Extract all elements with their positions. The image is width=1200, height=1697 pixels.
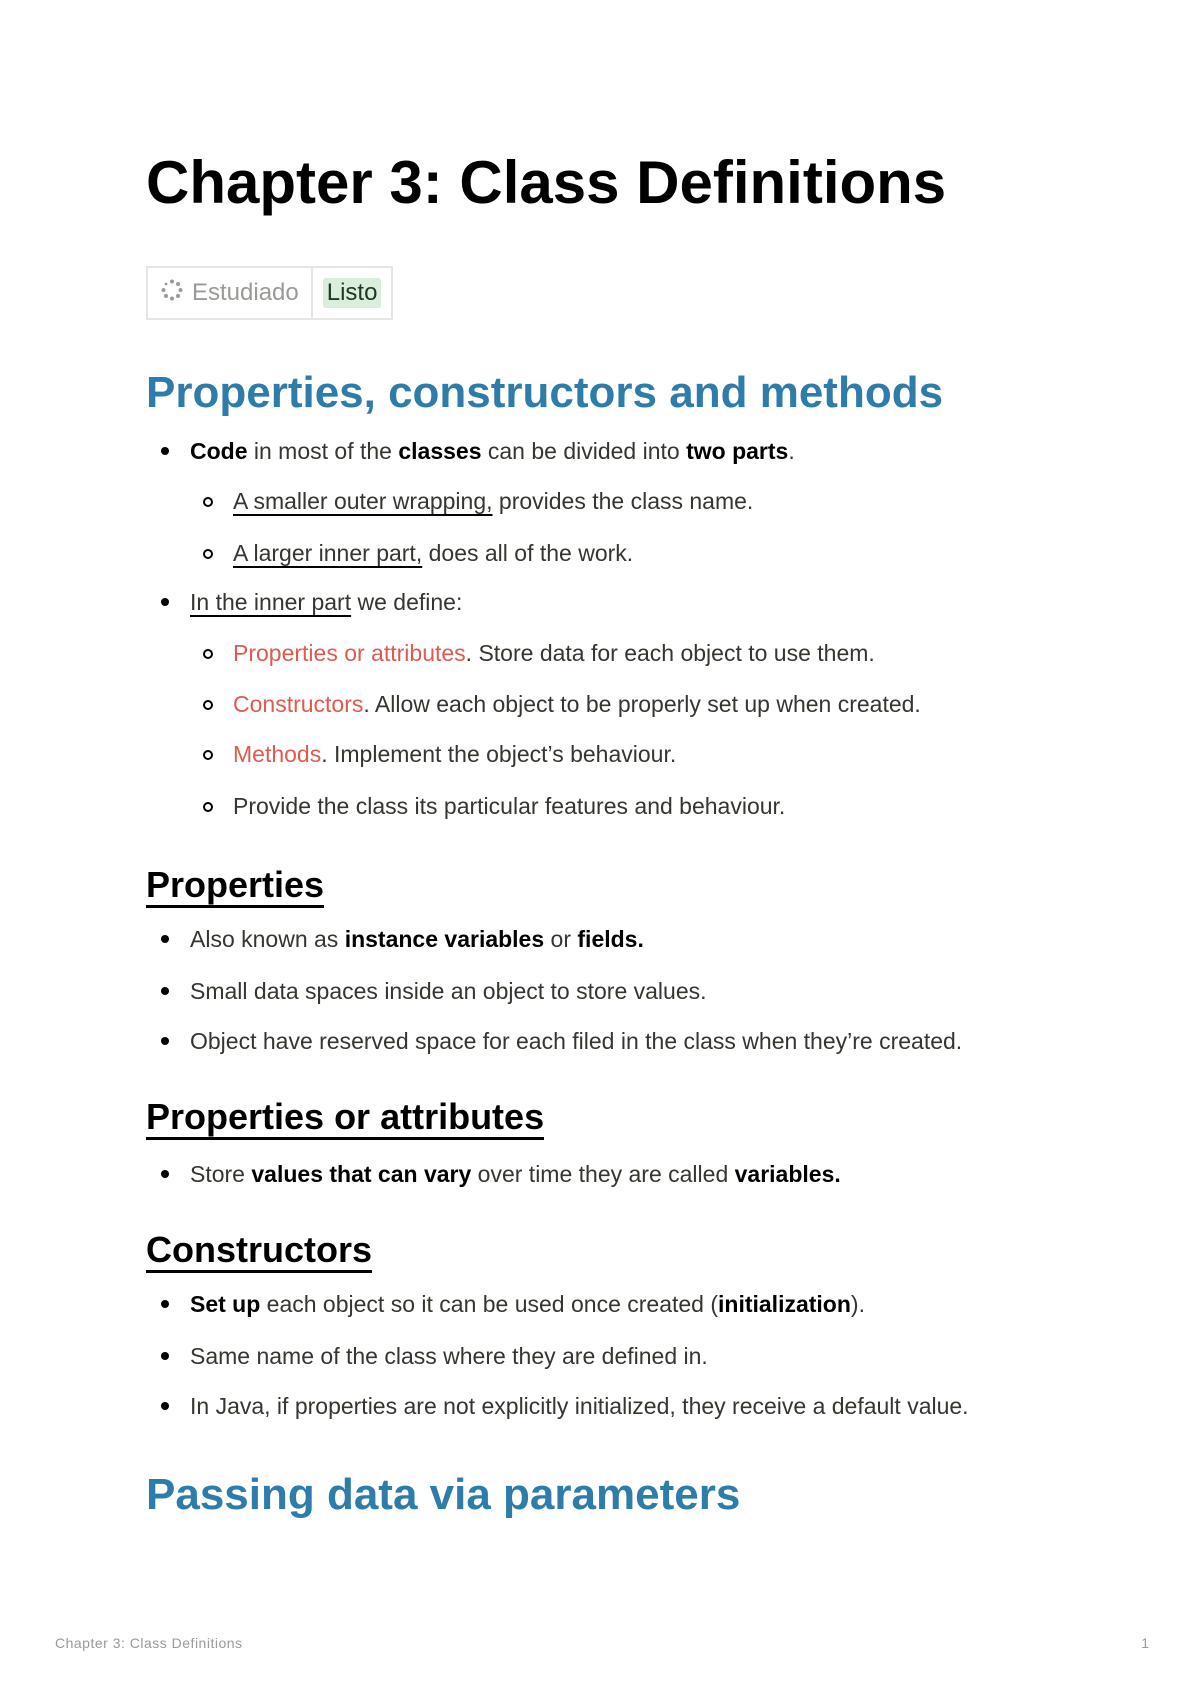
bullet-dot: [161, 987, 169, 995]
list-item: Constructors. Allow each object to be properly set up when created.: [233, 691, 921, 717]
bullet-dot: [161, 1170, 169, 1178]
list-item: Also known as instance variables or fields.: [190, 926, 644, 952]
list-item: Small data spaces inside an object to store values.: [190, 978, 707, 1004]
footer-title: Chapter 3: Class Definitions: [55, 1635, 243, 1651]
list-item: In Java, if properties are not explicitly initialized, they receive a default value.: [190, 1393, 969, 1419]
loading-spinner-icon: [160, 278, 184, 309]
bullet-dot: [161, 1300, 169, 1308]
list-item: Object have reserved space for each filed in the class when they’re created.: [190, 1028, 963, 1054]
page-number: 1: [1141, 1635, 1149, 1651]
property-value-cell[interactable]: [313, 268, 392, 318]
heading-properties: Properties: [146, 866, 324, 908]
bullet-dot: [161, 1037, 169, 1045]
bullet-dot: [161, 1402, 169, 1410]
list-item: Same name of the class where they are defined in.: [190, 1343, 708, 1369]
bullet-dot: [161, 447, 169, 455]
heading-properties-or-attributes: Properties or attributes: [146, 1098, 544, 1140]
list-item: Code in most of the classes can be divided into two parts.: [190, 438, 795, 464]
bullet-circle: [203, 497, 213, 507]
heading-properties-constructors-methods: Properties, constructors and methods: [146, 368, 944, 417]
bullet-circle: [203, 649, 213, 659]
heading-constructors: Constructors: [146, 1231, 372, 1273]
page-title: Chapter 3: Class Definitions: [146, 149, 947, 216]
property-name: Estudiado: [192, 279, 299, 306]
list-item: Set up each object so it can be used once created (initialization).: [190, 1291, 865, 1317]
bullet-circle: [203, 750, 213, 760]
bullet-dot: [161, 598, 169, 606]
status-tag: Listo: [323, 278, 382, 308]
bullet-circle: [203, 549, 213, 559]
list-item: Properties or attributes. Store data for each object to use them.: [233, 640, 875, 666]
list-item: Store values that can vary over time they are called variables.: [190, 1161, 841, 1187]
bullet-circle: [203, 700, 213, 710]
property-row[interactable]: [146, 266, 393, 320]
property-name-cell[interactable]: [148, 268, 313, 318]
bullet-circle: [203, 802, 213, 812]
bullet-dot: [161, 1352, 169, 1360]
list-item: A larger inner part, does all of the work.: [233, 540, 634, 566]
heading-passing-data-via-parameters: Passing data via parameters: [146, 1470, 741, 1519]
list-item: Provide the class its particular features and behaviour.: [233, 793, 786, 819]
list-item: In the inner part we define:: [190, 589, 463, 615]
bullet-dot: [161, 935, 169, 943]
list-item: Methods. Implement the object’s behaviour.: [233, 741, 677, 767]
list-item: A smaller outer wrapping, provides the class name.: [233, 488, 754, 514]
